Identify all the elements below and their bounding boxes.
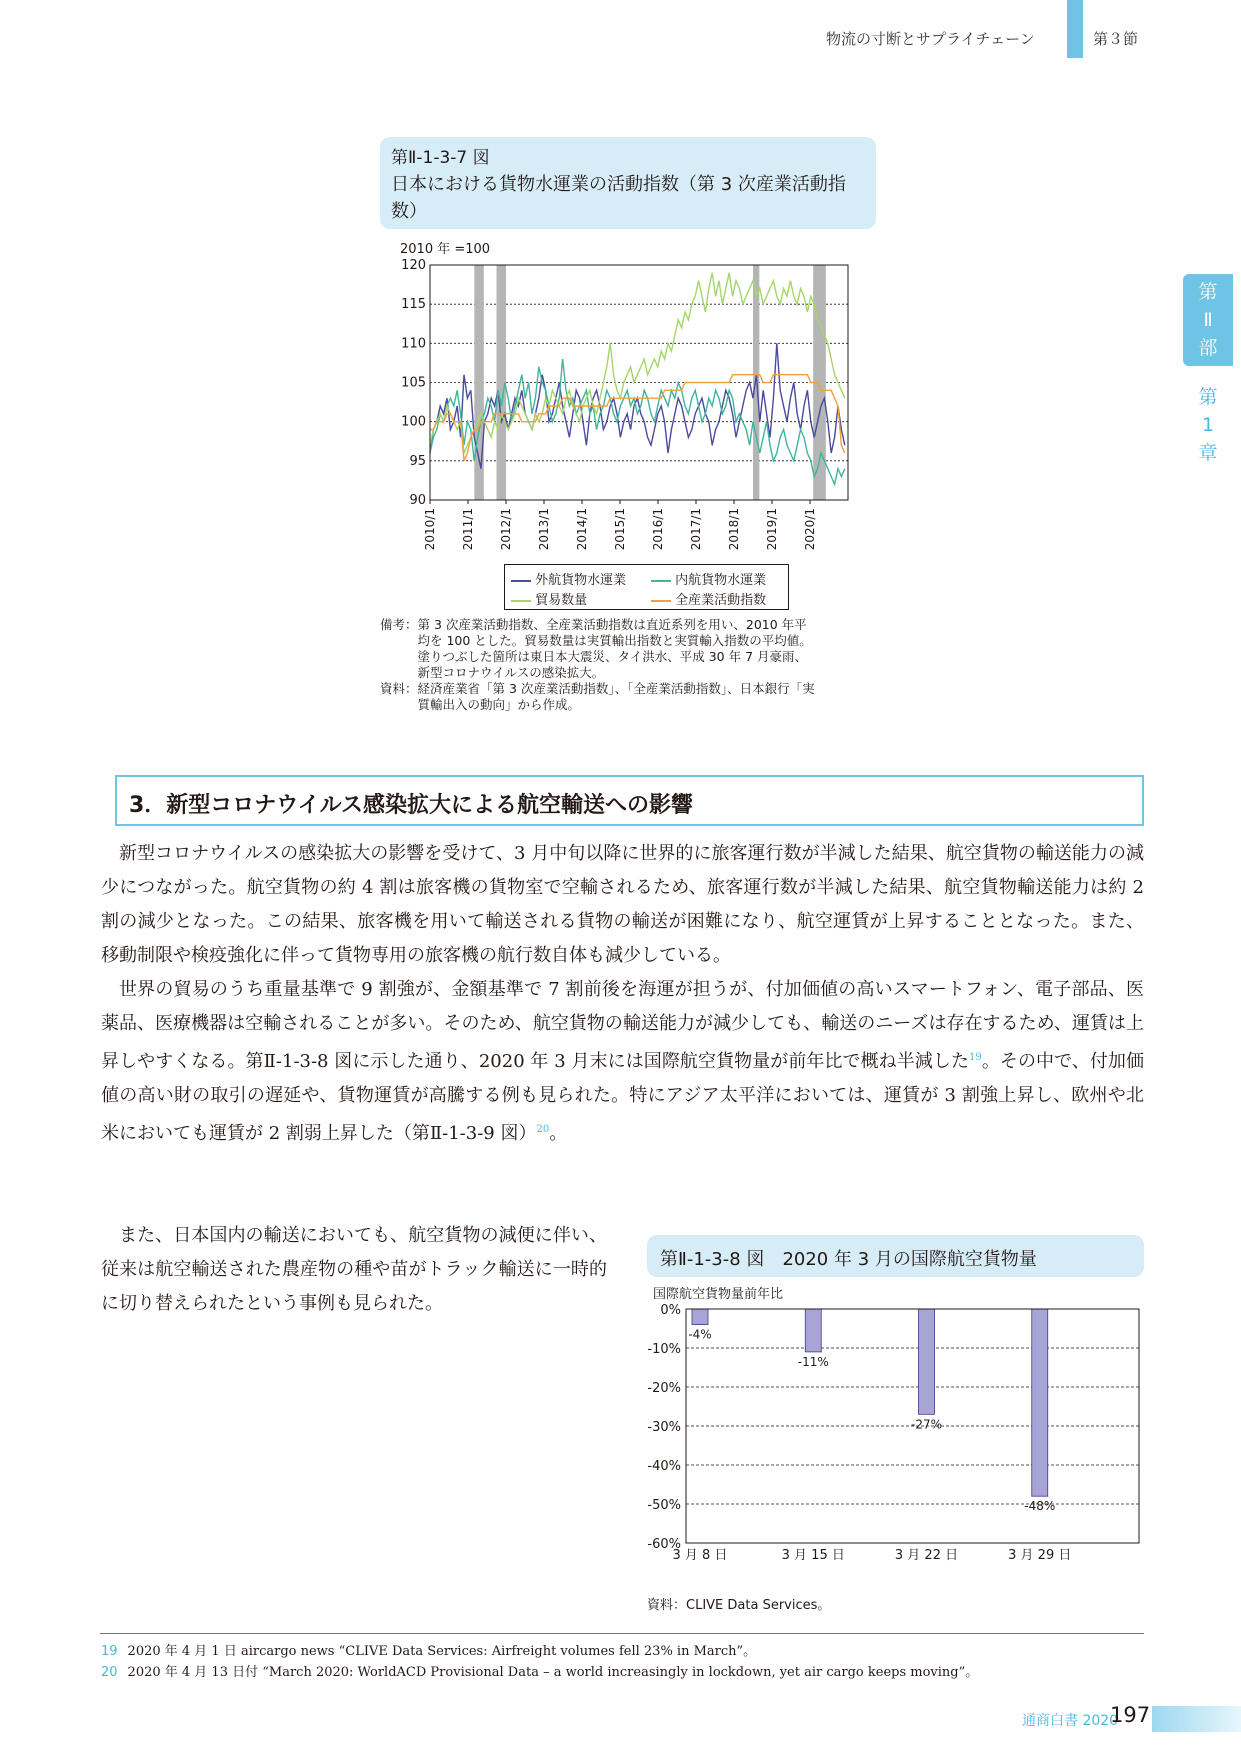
figure2-id: 第Ⅱ-1-3-8 図 <box>660 1249 765 1270</box>
figure2-bar <box>805 1309 821 1352</box>
figure1-x-tick-label: 2013/1 <box>537 508 551 551</box>
figure1-y-tick-label: 90 <box>409 493 426 508</box>
figure2-y-tick-label: -40% <box>647 1459 681 1474</box>
figure2-x-tick-label: 3 月 15 日 <box>781 1548 845 1563</box>
figure1-note-line: 均を 100 とした。貿易数量は実質輸出指数と実質輸入指数の平均値。 <box>380 633 812 648</box>
legend-label-trade: 貿易数量 <box>535 593 588 608</box>
legend-item-all-industry <box>651 589 766 608</box>
legend-item-trade <box>511 589 587 608</box>
figure1-x-tick-label: 2019/1 <box>765 508 779 551</box>
figure2-data-label: -4% <box>688 1327 712 1342</box>
figure2-y-label: 国際航空貨物量前年比 <box>653 1287 784 1302</box>
footer-publication: 通商白書 2020 <box>1022 1713 1119 1729</box>
paragraph-2-part-1: 世界の貿易のうち重量基準で 9 割強が、金額基準で 7 割前後を海運が担うが、付加価値の高いスマートフォン、電子部品、医薬品、医療機器は空輸されることが多い。そのため、航空貨物の輸送能力が減少しても、輸送のニーズは存在するため、運賃は上昇しやすくなる。第Ⅱ-1-3-8 図に示した通り、2020 年 3 月末には国際航空貨物量が前年比で概ね半減した <box>101 979 1144 1072</box>
figure1-series-line <box>430 273 845 453</box>
section-heading: 3．新型コロナウイルス感染拡大による航空輸送への影響 <box>129 793 693 818</box>
footnote-divider <box>100 1633 1144 1634</box>
figure1-series-line <box>430 375 845 461</box>
figure1-x-tick-label: 2016/1 <box>651 508 665 551</box>
figure1-x-ticks <box>423 500 817 550</box>
figure2-source: 資料：CLIVE Data Services。 <box>647 1598 831 1613</box>
figure2-x-tick-label: 3 月 22 日 <box>894 1548 959 1563</box>
paragraph-1: 新型コロナウイルスの感染拡大の影響を受けて、3 月中旬以降に世界的に旅客運行数が半減した結果、航空貨物の輸送能力の減少につながった。航空貨物の約 4 割は旅客機の貨物室で空輸されるため、旅客運行数が半減した結果、航空貨物輸送能力は約 2 割の減少となった。この結果、旅客機を用いて輸送される貨物の輸送が困難になり、航空運賃が上昇することとなった。また、移動制限や検疫強化に伴って貨物専用の旅客機の航行数自体も減少している。 <box>101 843 1144 966</box>
figure1-y-tick-label: 105 <box>401 375 426 391</box>
figure2-y-tick-label: -10% <box>647 1342 681 1357</box>
figure2-x-tick-label: 3 月 8 日 <box>672 1548 728 1563</box>
section-heading-box <box>115 775 1144 826</box>
figure1-notes <box>380 617 880 713</box>
header-section-title: 物流の寸断とサプライチェーン <box>826 30 1035 48</box>
footer-accent-bar <box>1152 1706 1241 1732</box>
figure1-legend <box>504 564 789 610</box>
figure1-y-tick-label: 95 <box>409 453 426 469</box>
legend-item-ocean <box>511 569 626 588</box>
figure2-y-tick-label: -20% <box>647 1381 681 1396</box>
footnote-19-text: 2020 年 4 月 1 日 aircargo news “CLIVE Data Services: Airfreight volumes fell 23% in March”。 <box>127 1644 757 1659</box>
figure1-x-tick-label: 2018/1 <box>727 508 741 551</box>
figure2-caption <box>647 1235 1144 1277</box>
figure2-bar <box>1032 1309 1048 1496</box>
figure1-y-tick-label: 120 <box>401 258 426 273</box>
figure1-series-line <box>430 343 845 468</box>
figure1-x-tick-label: 2017/1 <box>689 508 703 551</box>
chapter-tab-char-1: 第 <box>1198 386 1218 408</box>
figure1-x-tick-label: 2020/1 <box>803 508 817 551</box>
legend-label-all-industry: 全産業活動指数 <box>675 593 767 608</box>
figure1-title: 日本における貨物水運業の活動指数（第 3 次産業活動指数） <box>391 174 846 222</box>
footnote-20-text: 2020 年 4 月 13 日付 “March 2020: WorldACD Provisional Data – a world increasingly in lockdown, yet air cargo keeps moving”。 <box>127 1665 979 1680</box>
footnote-19-number: 19 <box>101 1644 118 1659</box>
figure2-data-label: -11% <box>797 1354 829 1369</box>
figure2-bars <box>688 1309 1055 1513</box>
figure1-y-tick-label: 100 <box>401 414 426 430</box>
figure1-source-line: 質輸出入の動向」から作成。 <box>380 697 581 712</box>
figure1-x-tick-label: 2010/1 <box>423 508 437 551</box>
footnote-20 <box>101 1661 978 1680</box>
figure1-y-tick-label: 110 <box>401 336 426 352</box>
figure2-title: 2020 年 3 月の国際航空貨物量 <box>782 1249 1037 1270</box>
figure1-id: 第Ⅱ-1-3-7 図 <box>391 148 490 168</box>
figure2-bar <box>692 1309 708 1325</box>
figure2-bar <box>919 1309 935 1414</box>
figure1-x-tick-label: 2012/1 <box>499 508 513 551</box>
figure2-x-ticks <box>673 1548 1072 1563</box>
paragraph-2-part-3: 。 <box>549 1123 568 1144</box>
header-accent-bar <box>1067 0 1083 58</box>
paragraph-3: また、日本国内の輸送においても、航空貨物の減便に伴い、従来は航空輸送された農産物の種や苗がトラック輸送に一時的に切り替えられたという事例も見られた。 <box>101 1225 607 1314</box>
figure1-caption <box>380 137 876 229</box>
figure2-bar-chart <box>647 1283 1144 1593</box>
part-tab-char-2: Ⅱ <box>1203 309 1213 331</box>
legend-swatch-all-industry <box>651 600 671 602</box>
figure1-shaded-period <box>474 265 484 500</box>
header-section-number: 第３節 <box>1093 30 1139 48</box>
part-tab-char-1: 第 <box>1198 281 1218 303</box>
chapter-tab <box>1183 383 1233 467</box>
chapter-tab-char-2: 1 <box>1201 414 1215 436</box>
legend-label-ocean: 外航貨物水運業 <box>535 573 627 588</box>
figure1-note-line: 新型コロナウイルスの感染拡大。 <box>380 665 605 680</box>
figure1-unit-label: 2010 年 =100 <box>400 242 491 257</box>
figure2-y-tick-label: -30% <box>647 1420 681 1435</box>
figure1-y-tick-label: 115 <box>401 297 426 313</box>
figure1-x-tick-label: 2015/1 <box>613 508 627 551</box>
figure2-y-tick-label: -50% <box>647 1498 681 1513</box>
body-text-left-column <box>101 1219 607 1321</box>
part-tab-char-3: 部 <box>1198 337 1218 359</box>
footnote-ref-19[interactable]: 19 <box>969 1052 982 1063</box>
legend-swatch-ocean <box>511 580 531 582</box>
figure1-note-line: 塗りつぶした箇所は東日本大震災、タイ洪水、平成 30 年 7 月豪雨、 <box>380 649 808 664</box>
paragraph-2-part-2: 。その中で、付加価値の高い財の取引の遅延や、貨物運賃が高騰する例も見られた。特にアジア太平洋においては、運賃が 3 割強上昇し、欧州や北米においても運賃が 2 割弱上昇した（第Ⅱ-1-3-9 図） <box>101 1051 1144 1144</box>
figure1-x-tick-label: 2011/1 <box>461 508 475 551</box>
footnote-20-number: 20 <box>101 1665 118 1680</box>
figure2-data-label: -48% <box>1024 1499 1056 1514</box>
figure2-y-tick-label: 0% <box>660 1303 681 1318</box>
figure2-y-ticks <box>647 1303 681 1552</box>
footnote-19 <box>101 1640 756 1659</box>
legend-swatch-trade <box>511 600 531 602</box>
figure2-data-label: -27% <box>910 1417 943 1432</box>
footnote-ref-20[interactable]: 20 <box>536 1124 550 1135</box>
figure1-y-ticks <box>401 258 426 508</box>
page-number: 197 <box>1110 1703 1151 1727</box>
figure1-x-tick-label: 2014/1 <box>575 508 589 551</box>
legend-item-coastal <box>651 569 766 588</box>
legend-label-coastal: 内航貨物水運業 <box>675 573 767 588</box>
body-text-full-width <box>101 837 1144 1151</box>
figure1-line-chart <box>400 238 880 610</box>
part-tab <box>1183 274 1233 366</box>
figure1-source-line: 資料：経済産業省「第 3 次産業活動指数」、「全産業活動指数」、日本銀行「実 <box>380 681 815 696</box>
paragraph-2 <box>101 973 1144 1151</box>
figure2-x-tick-label: 3 月 29 日 <box>1008 1548 1072 1563</box>
figure2-y-tick-label: -60% <box>647 1537 681 1552</box>
legend-swatch-coastal <box>651 580 671 582</box>
figure1-shaded-period <box>753 265 759 500</box>
figure1-note-line: 備考：第 3 次産業活動指数、全産業活動指数は直近系列を用い、2010 年平 <box>380 617 807 632</box>
chapter-tab-char-3: 章 <box>1198 442 1218 464</box>
